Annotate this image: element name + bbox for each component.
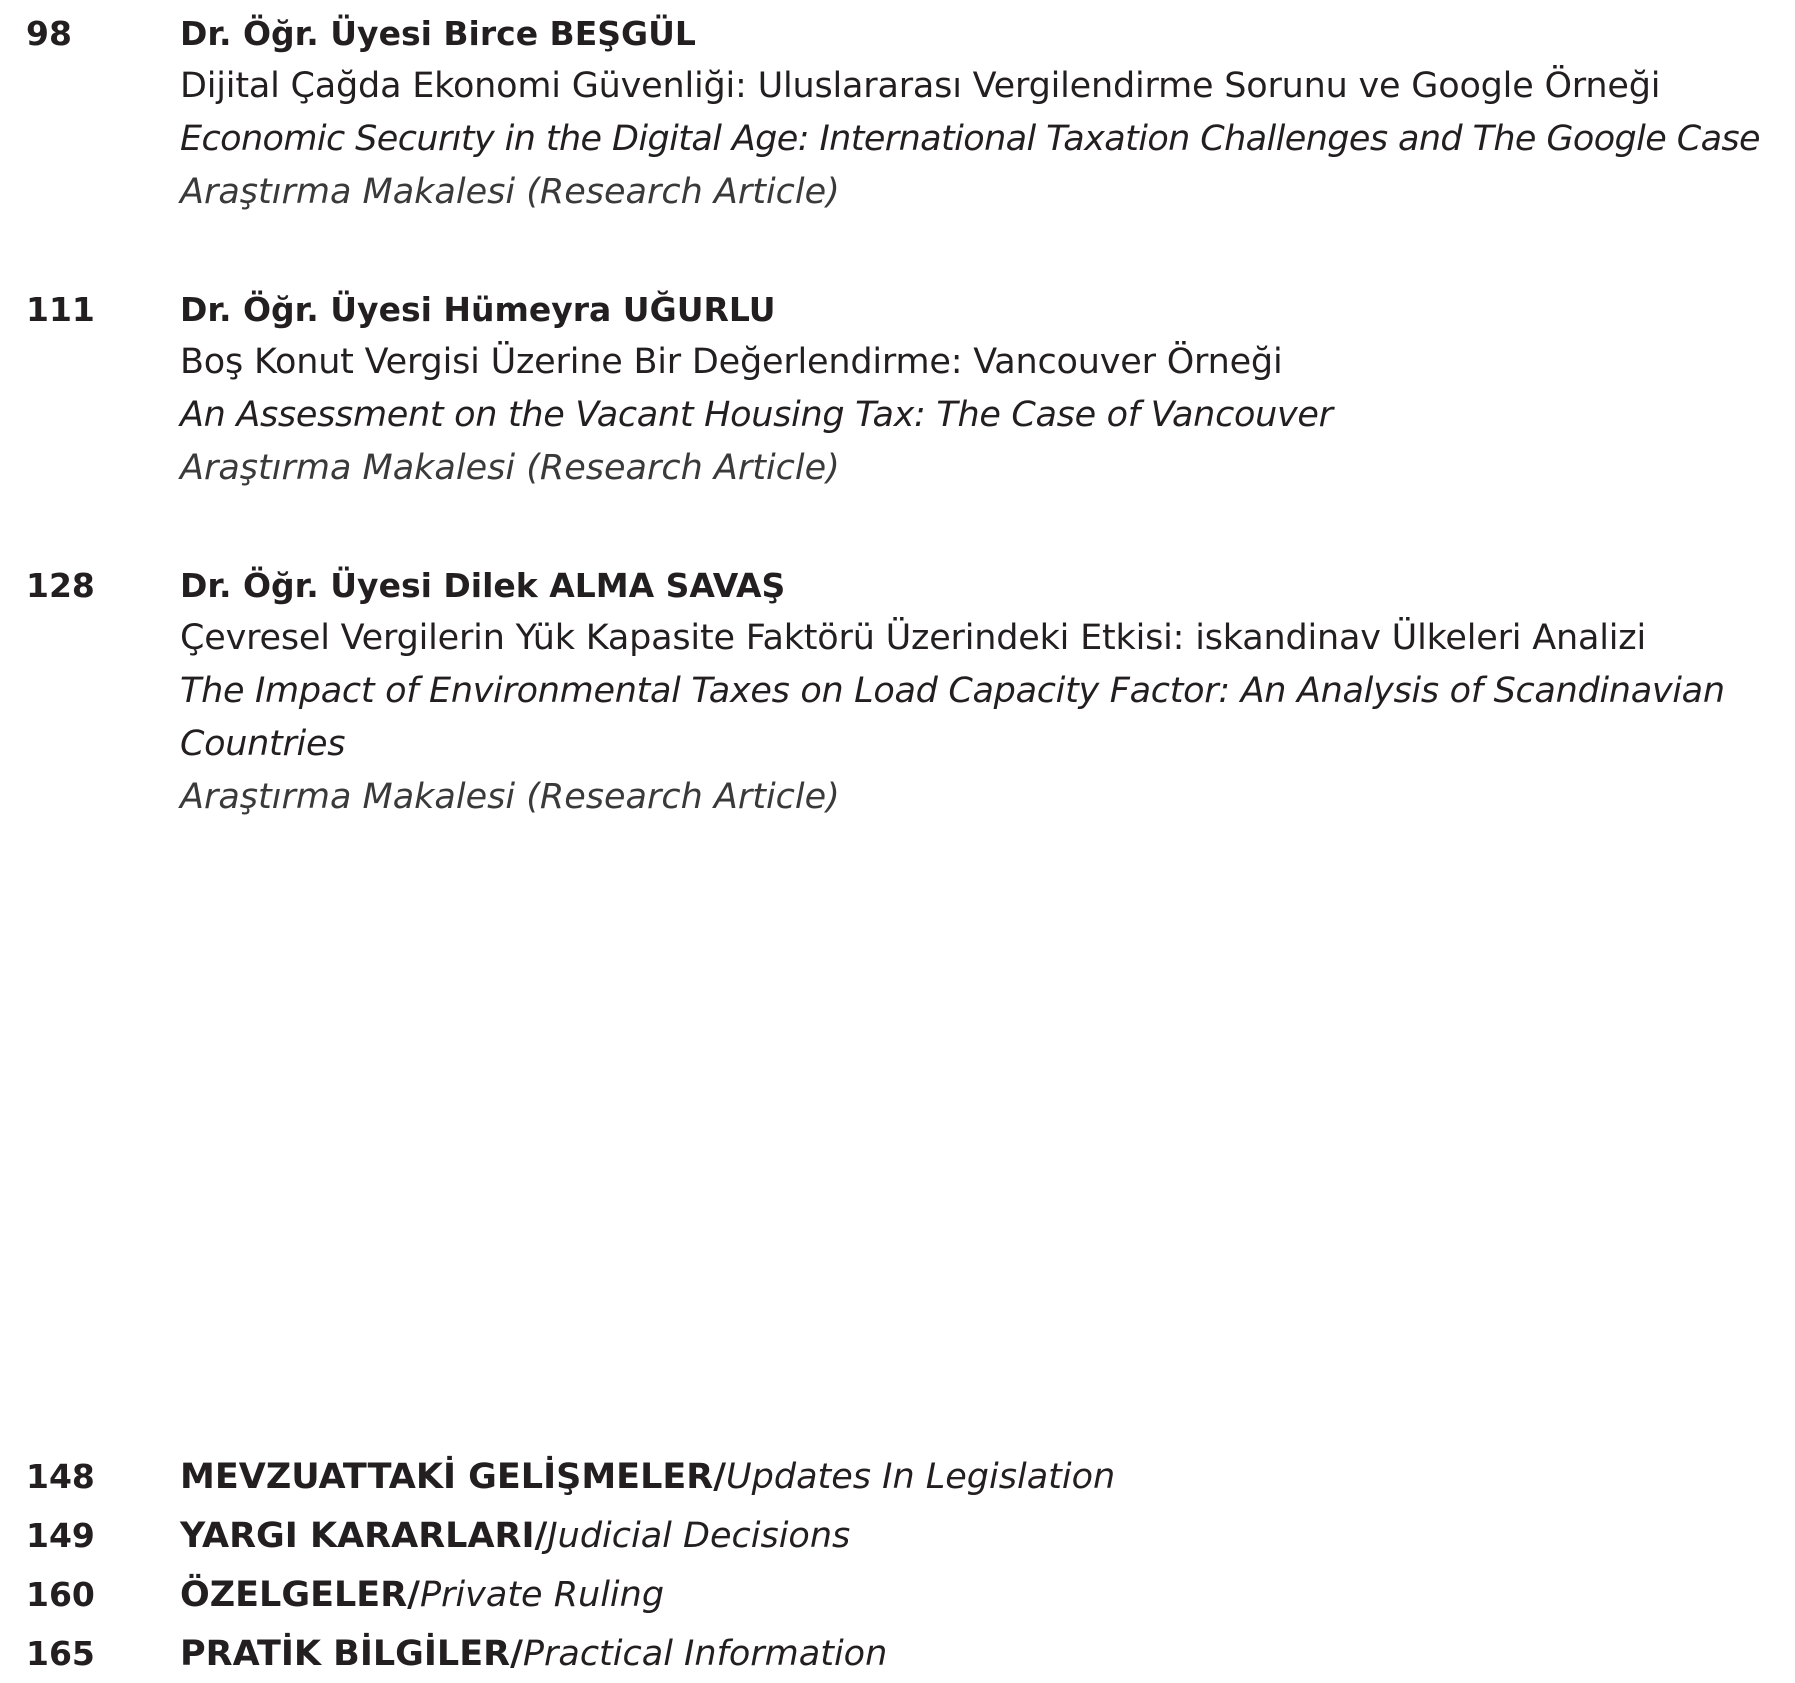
article-title-english: Economic Securıty in the Digital Age: International Taxation Challenges and The Google Case: [180, 119, 1760, 159]
author-name: Dr. Öğr. Üyesi Birce BEŞGÜL: [180, 14, 696, 53]
author-name: Dr. Öğr. Üyesi Hümeyra UĞURLU: [180, 290, 776, 329]
article-title-english: An Assessment on the Vacant Housing Tax: The Case of Vancouver: [180, 395, 1333, 435]
article-title-turkish: Boş Konut Vergisi Üzerine Bir Değerlendirme: Vancouver Örneği: [180, 342, 1283, 382]
article-type: Araştırma Makalesi (Research Article): [180, 448, 840, 488]
page-number: 111: [26, 290, 95, 329]
section-label: [180, 1448, 1115, 1506]
section-label-english: Private Ruling: [419, 1575, 665, 1615]
page-number: 98: [26, 14, 72, 53]
section-label-english: Updates In Legislation: [726, 1457, 1116, 1497]
section-label: [180, 1507, 850, 1565]
author-name: Dr. Öğr. Üyesi Dilek ALMA SAVAŞ: [180, 566, 786, 605]
section-label-turkish: MEVZUATTAKİ GELİŞMELER/: [180, 1457, 727, 1497]
section-label-english: Judicial Decisions: [547, 1516, 851, 1556]
page-number: 165: [26, 1634, 95, 1673]
page-number: 149: [26, 1516, 95, 1555]
page-number: 148: [26, 1457, 95, 1496]
section-label-english: Practical Information: [522, 1634, 888, 1674]
article-title-english: The Impact of Environmental Taxes on Load Capacity Factor: An Analysis of Scandinavian Countries: [180, 671, 1725, 764]
entry-content: [180, 284, 1780, 495]
entry-content: [180, 8, 1780, 219]
section-label: [180, 1566, 664, 1624]
section-label: [180, 1625, 887, 1683]
article-type: Araştırma Makalesi (Research Article): [180, 172, 840, 212]
section-label-turkish: PRATİK BİLGİLER/: [180, 1634, 523, 1674]
page-number: 160: [26, 1575, 95, 1614]
article-title-turkish: Çevresel Vergilerin Yük Kapasite Faktörü Üzerindeki Etkisi: iskandinav Ülkeleri Analizi: [180, 618, 1646, 658]
section-label-turkish: YARGI KARARLARI/: [180, 1516, 548, 1556]
article-title-turkish: Dijital Çağda Ekonomi Güvenliği: Uluslararası Vergilendirme Sorunu ve Google Örneği: [180, 66, 1661, 106]
article-type: Araştırma Makalesi (Research Article): [180, 777, 840, 817]
section-label-turkish: ÖZELGELER/: [180, 1575, 420, 1615]
page-number: 128: [26, 566, 95, 605]
entry-content: [180, 560, 1780, 824]
